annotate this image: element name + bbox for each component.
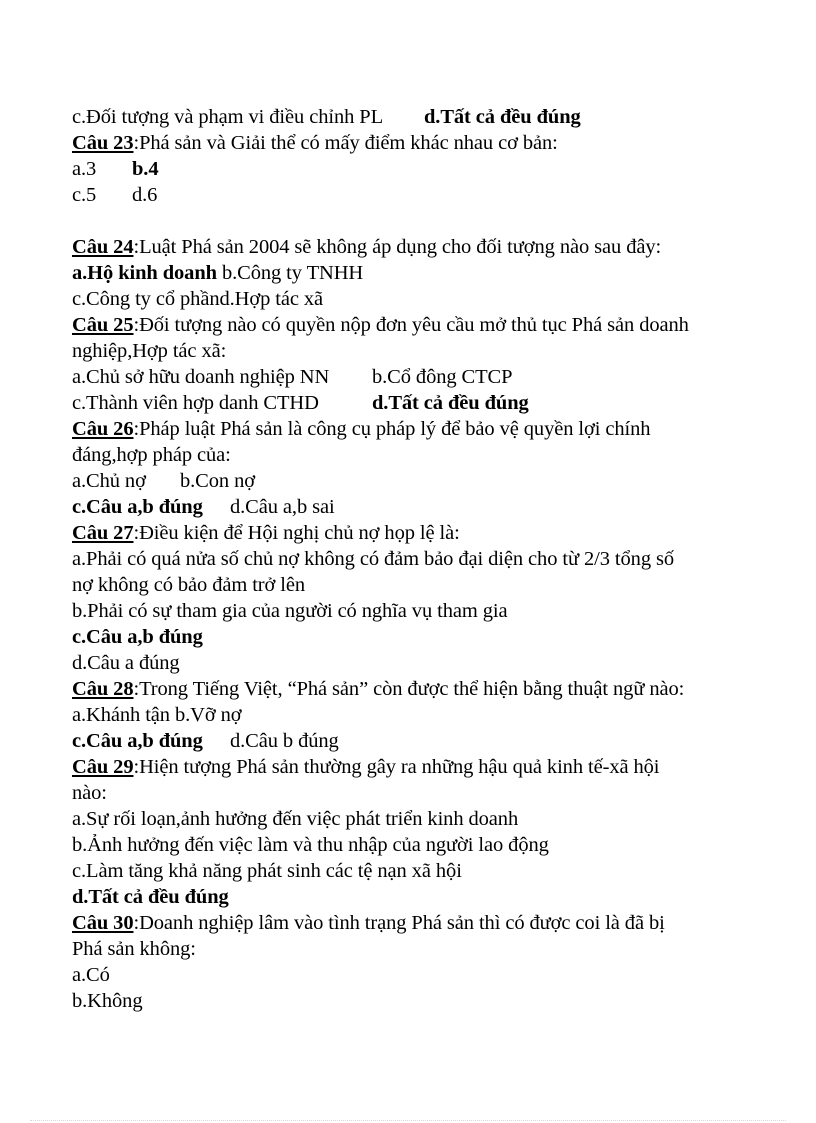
- text-segment: d.Câu a,b sai: [230, 496, 335, 518]
- question-number: Câu 29: [72, 756, 134, 778]
- text-line: [72, 676, 684, 702]
- text-segment: b.Ảnh hưởng đến việc làm và thu nhập của người lao động: [72, 834, 549, 856]
- text-segment: đáng,hợp pháp của:: [72, 444, 231, 466]
- text-segment: :Doanh nghiệp lâm vào tình trạng Phá sản thì có được coi là đã bị: [133, 912, 665, 934]
- text-line: [72, 858, 462, 884]
- text-line: [72, 286, 323, 312]
- text-line: [72, 390, 529, 416]
- text-line: [72, 650, 180, 676]
- text-segment: a.Phải có quá nửa số chủ nợ không có đảm bảo đại diện cho từ 2/3 tổng số: [72, 548, 675, 570]
- text-line: [72, 702, 242, 728]
- page-bottom-rule: [30, 1120, 786, 1121]
- text-line: [72, 260, 363, 286]
- text-line: [72, 572, 305, 598]
- text-line: [72, 468, 255, 494]
- question-number: Câu 27: [72, 522, 134, 544]
- text-line: [72, 728, 339, 754]
- text-segment: c.Đối tượng và phạm vi điều chỉnh PL: [72, 106, 383, 128]
- text-line: [72, 338, 226, 364]
- correct-answer: d.Tất cả đều đúng: [372, 392, 529, 414]
- text-segment: a.Khánh tận b.Vỡ nợ: [72, 704, 242, 726]
- text-segment: b.Phải có sự tham gia của người có nghĩa vụ tham gia: [72, 600, 508, 622]
- text-line: [72, 624, 203, 650]
- text-line: [72, 780, 107, 806]
- question-number: Câu 24: [72, 236, 134, 258]
- text-segment: a.Chủ nợ: [72, 470, 146, 492]
- text-segment: :Pháp luật Phá sản là công cụ pháp lý để bảo vệ quyền lợi chính: [133, 418, 651, 440]
- correct-answer: d.Tất cả đều đúng: [424, 106, 581, 128]
- text-line: [72, 884, 229, 910]
- question-number: Câu 28: [72, 678, 134, 700]
- text-segment: b.Con nợ: [180, 470, 255, 492]
- text-line: [72, 156, 159, 182]
- text-line: [72, 130, 558, 156]
- text-segment: c.Thành viên hợp danh CTHD: [72, 392, 319, 414]
- text-line: [72, 364, 513, 390]
- text-segment: :Luật Phá sản 2004 sẽ không áp dụng cho đối tượng nào sau đây:: [133, 236, 662, 258]
- correct-answer: c.Câu a,b đúng: [72, 496, 203, 518]
- text-line: [72, 546, 674, 572]
- text-segment: nào:: [72, 782, 107, 804]
- question-number: Câu 23: [72, 132, 134, 154]
- text-segment: d.Câu a đúng: [72, 652, 180, 674]
- question-number: Câu 25: [72, 314, 134, 336]
- text-line: [72, 182, 158, 208]
- text-line: [72, 416, 650, 442]
- text-line: [72, 494, 335, 520]
- correct-answer: a.Hộ kinh doanh: [72, 262, 217, 284]
- text-segment: c.Làm tăng khả năng phát sinh các tệ nạn xã hội: [72, 860, 462, 882]
- text-line: [72, 598, 508, 624]
- text-line: [72, 910, 665, 936]
- text-segment: b.Công ty TNHH: [216, 262, 364, 284]
- text-segment: :Hiện tượng Phá sản thường gây ra những hậu quả kinh tế-xã hội: [133, 756, 660, 778]
- text-line: [72, 962, 110, 988]
- text-line: [72, 832, 549, 858]
- text-segment: a.Có: [72, 964, 110, 986]
- text-segment: nợ không có bảo đảm trở lên: [72, 574, 306, 596]
- text-segment: :Điều kiện để Hội nghị chủ nợ họp lệ là:: [133, 522, 460, 544]
- text-line: [72, 988, 142, 1014]
- text-segment: :Phá sản và Giải thể có mấy điểm khác nhau cơ bản:: [133, 132, 558, 154]
- text-segment: nghiệp,Hợp tác xã:: [72, 340, 227, 362]
- text-segment: a.Sự rối loạn,ảnh hưởng đến việc phát triển kinh doanh: [72, 808, 519, 830]
- text-segment: a.Chủ sở hữu doanh nghiệp NN: [72, 366, 330, 388]
- text-line: [72, 442, 231, 468]
- text-segment: :Trong Tiếng Việt, “Phá sản” còn được thể hiện bằng thuật ngữ nào:: [133, 678, 685, 700]
- correct-answer: b.4: [132, 158, 159, 180]
- text-line: [72, 312, 689, 338]
- question-number: Câu 26: [72, 418, 134, 440]
- text-segment: d.Câu b đúng: [230, 730, 339, 752]
- text-segment: c.5: [72, 184, 97, 206]
- text-segment: a.3: [72, 158, 97, 180]
- correct-answer: d.Tất cả đều đúng: [72, 886, 229, 908]
- question-number: Câu 30: [72, 912, 134, 934]
- text-segment: :Đối tượng nào có quyền nộp đơn yêu cầu mở thủ tục Phá sản doanh: [133, 314, 689, 336]
- text-segment: Phá sản không:: [72, 938, 196, 960]
- text-segment: d.6: [132, 184, 158, 206]
- correct-answer: c.Câu a,b đúng: [72, 626, 203, 648]
- text-segment: c.Công ty cổ phần: [72, 288, 220, 310]
- text-segment: b.Không: [72, 990, 143, 1012]
- text-segment: d.Hợp tác xã: [219, 288, 324, 310]
- correct-answer: c.Câu a,b đúng: [72, 730, 203, 752]
- text-line: [72, 754, 659, 780]
- text-line: [72, 104, 581, 130]
- text-segment: b.Cổ đông CTCP: [372, 366, 513, 388]
- text-line: [72, 936, 196, 962]
- text-line: [72, 520, 460, 546]
- text-line: [72, 806, 518, 832]
- text-line: [72, 234, 661, 260]
